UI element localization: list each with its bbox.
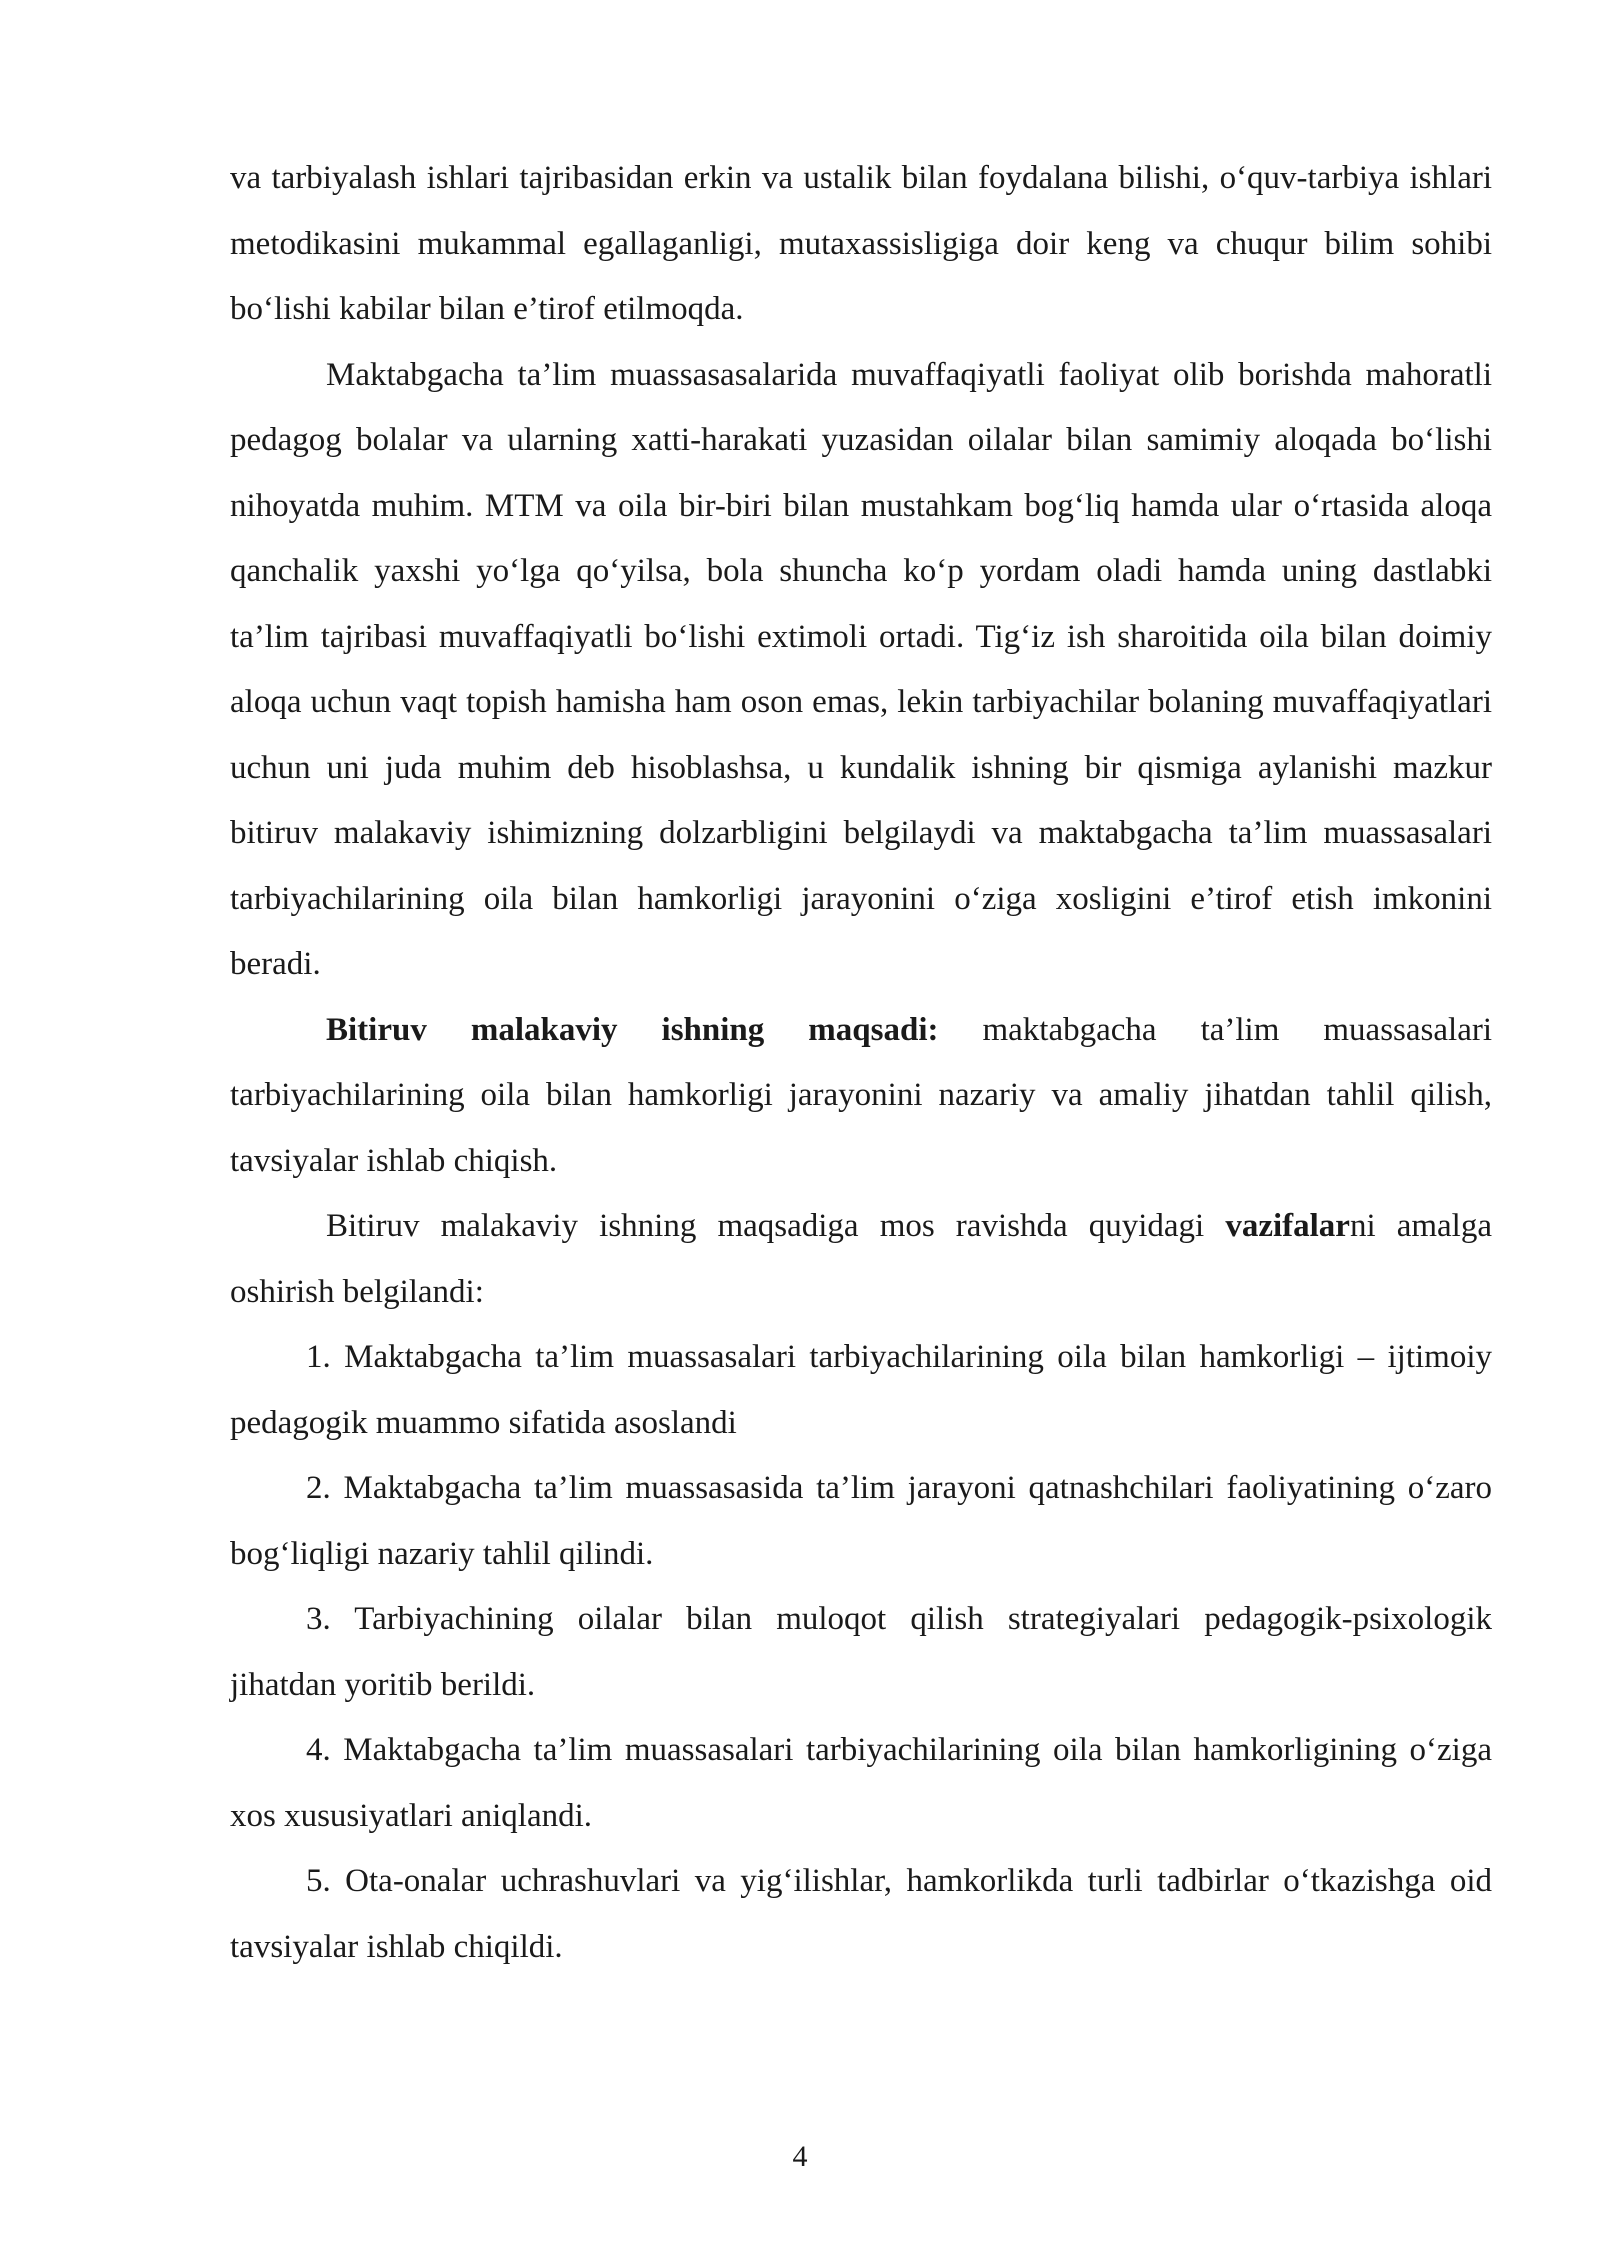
- body-text: [230, 146, 1492, 1980]
- list-item: 5. Ota-onalar uchrashuvlari va yig‘ilishlar, hamkorlikda turli tadbirlar o‘tkazishga oid tavsiyalar ishlab chiqildi.: [230, 1863, 1492, 1965]
- paragraph-goal: [230, 998, 1492, 1195]
- paragraph-continuation: va tarbiyalash ishlari tajribasidan erkin va ustalik bilan foydalana bilishi, o‘quv-tarbiya ishlari metodikasini mukammal egallaganligi, mutaxassisligiga doir keng va chuqur bilim sohibi bo‘lishi kabilar bilan e’tirof etilmoqda.: [230, 160, 1492, 327]
- paragraph-relevance: Maktabgacha ta’lim muassasasalarida muvaffaqiyatli faoliyat olib borishda mahoratli pedagog bolalar va ularning xatti-harakati yuzasidan oilalar bilan samimiy aloqada bo‘lishi nihoyatda muhim. MTM va oila bir-biri bilan mustahkam bog‘liq hamda ular o‘rtasida aloqa qanchalik yaxshi yo‘lga qo‘yilsa, bola shuncha ko‘p yordam oladi hamda uning dastlabki ta’lim tajribasi muvaffaqiyatli bo‘lishi extimoli ortadi. Tig‘iz ish sharoitida oila bilan doimiy aloqa uchun vaqt topish hamisha ham oson emas, lekin tarbiyachilar bolaning muvaffaqiyatlari uchun uni juda muhim deb hisoblashsa, u kundalik ishning bir qismiga aylanishi mazkur bitiruv malakaviy ishimizning dolzarbligini belgilaydi va maktabgacha ta’lim muassasalari tarbiyachilarining oila bilan hamkorligi jarayonini o‘ziga xosligini e’tirof etish imkonini beradi.: [230, 356, 1492, 982]
- tasks-intro-before: Bitiruv malakaviy ishning maqsadiga mos ravishda quyidagi: [326, 1208, 1226, 1244]
- goal-text: maktabgacha ta’lim muassasalari tarbiyachilarining oila bilan hamkorligi jarayonini nazariy va amaliy jihatdan tahlil qilish, tavsiyalar ishlab chiqish.: [230, 1011, 1492, 1179]
- tasks-intro-after: ni amalga oshirish belgilandi:: [230, 1208, 1492, 1310]
- list-item: 3. Tarbiyachining oilalar bilan muloqot qilish strategiyalari pedagogik-psixologik jihatdan yoritib berildi.: [230, 1601, 1492, 1703]
- list-item: 4. Maktabgacha ta’lim muassasalari tarbiyachilarining oila bilan hamkorligining o‘ziga xos xususiyatlari aniqlandi.: [230, 1732, 1492, 1834]
- goal-heading: Bitiruv malakaviy ishning maqsadi:: [326, 1011, 939, 1048]
- list-item: 1. Maktabgacha ta’lim muassasalari tarbiyachilarining oila bilan hamkorligi – ijtimoiy pedagogik muammo sifatida asoslandi: [230, 1339, 1492, 1441]
- tasks-keyword: vazifalar: [1225, 1208, 1350, 1244]
- page-number: 4: [792, 2140, 808, 2173]
- list-item: 2. Maktabgacha ta’lim muassasasida ta’lim jarayoni qatnashchilari faoliyatining o‘zaro bog‘liqligi nazariy tahlil qilindi.: [230, 1470, 1492, 1572]
- paragraph-tasks-intro: [230, 1194, 1492, 1325]
